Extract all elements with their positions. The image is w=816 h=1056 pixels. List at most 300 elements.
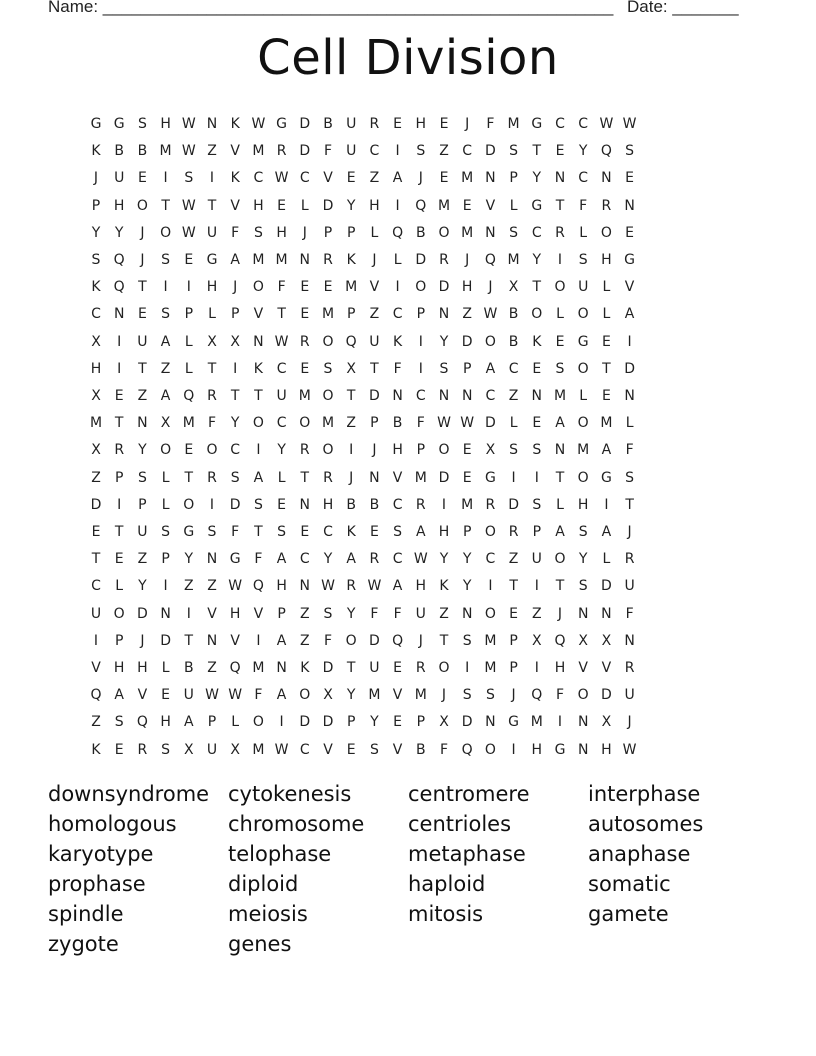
grid-letter: C: [276, 415, 287, 432]
grid-letter: C: [578, 116, 589, 132]
grid-letter: R: [415, 660, 426, 676]
grid-letter: K: [300, 660, 310, 676]
grid-letter: W: [274, 333, 289, 350]
grid-letter: W: [228, 687, 243, 704]
grid-letter: T: [207, 197, 217, 214]
grid-letter: J: [140, 632, 145, 649]
grid-letter: R: [137, 741, 148, 758]
grid-letter: U: [415, 605, 426, 622]
grid-letter: D: [438, 469, 450, 486]
grid-letter: O: [322, 333, 334, 350]
grid-letter: C: [392, 306, 403, 323]
grid-letter: U: [369, 333, 380, 350]
grid-letter: G: [508, 714, 520, 731]
grid-letter: I: [488, 578, 493, 595]
grid-letter: A: [114, 687, 124, 704]
grid-letter: A: [416, 524, 426, 540]
grid-letter: Y: [184, 551, 194, 568]
grid-letter: N: [485, 170, 496, 187]
grid-letter: A: [230, 252, 240, 268]
grid-letter: U: [276, 388, 287, 404]
grid-letter: F: [393, 605, 402, 622]
grid-letter: W: [622, 116, 637, 132]
grid-letter: X: [508, 279, 519, 296]
grid-letter: T: [439, 632, 449, 649]
grid-letter: Z: [532, 605, 542, 622]
grid-letter: S: [625, 469, 635, 486]
grid-letter: Y: [578, 551, 588, 568]
grid-letter: C: [462, 143, 473, 160]
grid-letter: I: [534, 469, 539, 486]
grid-letter: R: [207, 469, 217, 486]
grid-letter: Y: [230, 415, 240, 432]
grid-letter: P: [207, 714, 217, 731]
grid-letter: I: [256, 632, 261, 649]
grid-letter: Q: [484, 252, 496, 268]
grid-letter: O: [252, 714, 264, 731]
grid-letter: D: [369, 388, 380, 404]
grid-letter: R: [555, 224, 565, 241]
grid-letter: R: [299, 333, 310, 350]
grid-letter: H: [160, 116, 171, 132]
grid-letter: O: [577, 415, 589, 432]
grid-letter: I: [256, 442, 261, 459]
grid-letter: G: [484, 469, 496, 486]
grid-letter: D: [601, 687, 612, 704]
grid-letter: E: [439, 116, 449, 132]
grid-letter: X: [184, 741, 194, 758]
grid-letter: G: [229, 551, 241, 568]
grid-letter: B: [369, 496, 380, 513]
grid-letter: D: [485, 415, 496, 432]
grid-letter: P: [509, 660, 518, 676]
word-bank-item: cytokenesis: [228, 782, 352, 806]
word-bank-item: centromere: [408, 782, 530, 806]
grid-letter: M: [321, 306, 335, 323]
grid-letter: A: [276, 687, 287, 704]
grid-letter: C: [299, 170, 310, 187]
grid-letter: T: [114, 524, 124, 540]
grid-letter: K: [91, 143, 101, 160]
grid-letter: Y: [91, 224, 101, 241]
grid-letter: N: [137, 415, 148, 432]
grid-letter: E: [137, 170, 147, 187]
grid-letter: Q: [113, 252, 125, 268]
grid-letter: A: [160, 388, 171, 404]
grid-letter: I: [163, 279, 168, 296]
grid-letter: N: [531, 388, 543, 404]
grid-letter: N: [113, 306, 125, 323]
grid-letter: L: [184, 360, 193, 377]
grid-letter: V: [230, 197, 240, 214]
grid-letter: P: [509, 632, 518, 649]
grid-letter: O: [438, 442, 450, 459]
grid-letter: I: [627, 333, 632, 350]
grid-letter: M: [461, 170, 474, 187]
grid-letter: U: [624, 687, 635, 704]
grid-letter: X: [91, 388, 101, 404]
grid-letter: Z: [91, 469, 101, 486]
grid-letter: S: [161, 306, 171, 323]
grid-letter: T: [300, 469, 310, 486]
grid-letter: F: [323, 143, 333, 160]
grid-letter: N: [438, 306, 450, 323]
grid-letter: L: [602, 551, 611, 568]
grid-letter: X: [230, 333, 240, 350]
grid-letter: S: [625, 143, 635, 160]
grid-letter: W: [181, 116, 196, 132]
grid-letter: E: [277, 197, 287, 214]
grid-letter: P: [323, 224, 333, 241]
grid-letter: U: [369, 660, 380, 676]
grid-letter: W: [181, 224, 196, 241]
grid-letter: O: [415, 279, 427, 296]
grid-letter: S: [509, 442, 519, 459]
grid-letter: A: [555, 415, 565, 432]
grid-letter: E: [184, 252, 194, 268]
grid-letter: D: [461, 714, 473, 731]
grid-letter: F: [486, 116, 495, 132]
grid-letter: B: [415, 741, 426, 758]
grid-letter: A: [184, 714, 194, 731]
grid-letter: T: [230, 388, 240, 404]
grid-letter: O: [183, 496, 195, 513]
grid-letter: O: [577, 687, 589, 704]
grid-letter: K: [346, 524, 356, 540]
grid-letter: E: [91, 524, 101, 540]
grid-letter: T: [602, 360, 611, 377]
grid-letter: S: [393, 524, 403, 540]
grid-letter: J: [557, 605, 563, 622]
grid-letter: J: [93, 170, 99, 187]
grid-letter: S: [323, 605, 333, 622]
grid-letter: L: [509, 197, 518, 214]
grid-letter: C: [91, 578, 101, 595]
grid-letter: U: [137, 524, 148, 540]
grid-letter: W: [622, 741, 637, 758]
grid-letter: A: [276, 632, 287, 649]
grid-letter: N: [577, 714, 589, 731]
grid-letter: R: [323, 469, 333, 486]
grid-letter: S: [207, 524, 217, 540]
grid-letter: N: [485, 714, 496, 731]
grid-letter: F: [323, 632, 333, 649]
grid-letter: M: [577, 442, 590, 459]
grid-letter: Y: [114, 224, 124, 241]
grid-letter: L: [161, 660, 170, 676]
grid-letter: V: [230, 143, 240, 160]
grid-letter: U: [578, 279, 589, 296]
grid-letter: T: [346, 388, 356, 404]
grid-letter: Q: [252, 578, 264, 595]
grid-letter: O: [322, 388, 334, 404]
grid-letter: E: [114, 551, 124, 568]
grid-letter: O: [252, 415, 264, 432]
grid-letter: H: [206, 279, 218, 296]
grid-letter: H: [276, 224, 287, 241]
grid-letter: J: [511, 687, 516, 704]
grid-letter: L: [509, 415, 518, 432]
grid-letter: S: [555, 360, 565, 377]
grid-letter: Z: [369, 306, 380, 323]
grid-letter: O: [299, 415, 311, 432]
grid-letter: P: [346, 224, 356, 241]
grid-letter: E: [393, 660, 403, 676]
grid-letter: D: [322, 197, 334, 214]
grid-letter: Z: [207, 143, 217, 160]
grid-letter: D: [601, 578, 612, 595]
grid-letter: S: [578, 578, 588, 595]
grid-letter: S: [161, 741, 171, 758]
grid-letter: Y: [138, 578, 147, 595]
grid-letter: E: [161, 687, 171, 704]
grid-letter: O: [554, 279, 566, 296]
grid-letter: W: [181, 197, 196, 214]
grid-letter: I: [117, 360, 122, 377]
grid-letter: W: [321, 578, 335, 595]
grid-letter: R: [624, 660, 635, 676]
grid-letter: W: [205, 687, 219, 704]
grid-letter: Y: [578, 143, 588, 160]
grid-letter: W: [251, 116, 266, 132]
grid-letter: A: [392, 578, 403, 595]
grid-letter: N: [253, 333, 264, 350]
grid-letter: I: [163, 578, 168, 595]
grid-letter: C: [91, 306, 101, 323]
grid-letter: C: [578, 170, 589, 187]
grid-letter: H: [601, 741, 612, 758]
word-bank-item: telophase: [228, 842, 332, 866]
grid-letter: N: [299, 252, 311, 268]
grid-letter: S: [578, 252, 588, 268]
grid-letter: C: [276, 360, 287, 377]
grid-letter: E: [601, 388, 611, 404]
word-bank-item: gamete: [588, 902, 669, 926]
grid-letter: J: [488, 279, 493, 296]
grid-letter: S: [91, 252, 101, 268]
grid-letter: C: [323, 524, 333, 540]
grid-letter: V: [323, 741, 333, 758]
grid-letter: B: [183, 660, 194, 676]
grid-letter: T: [254, 524, 263, 540]
grid-letter: P: [91, 197, 101, 214]
grid-letter: E: [462, 469, 472, 486]
grid-letter: N: [624, 197, 635, 214]
grid-letter: O: [322, 442, 334, 459]
grid-letter: Z: [160, 360, 171, 377]
grid-letter: G: [554, 741, 566, 758]
grid-letter: U: [206, 224, 218, 241]
grid-letter: F: [625, 442, 634, 459]
grid-letter: N: [601, 170, 612, 187]
grid-letter: D: [508, 496, 519, 513]
grid-letter: H: [113, 660, 125, 676]
grid-letter: Y: [277, 442, 286, 459]
grid-letter: H: [461, 279, 473, 296]
grid-letter: M: [437, 197, 451, 214]
grid-letter: H: [229, 605, 241, 622]
grid-letter: S: [532, 496, 542, 513]
grid-letter: P: [184, 306, 194, 323]
grid-letter: M: [89, 415, 103, 432]
grid-letter: Z: [207, 578, 217, 595]
grid-letter: Q: [392, 224, 404, 241]
grid-letter: Y: [346, 197, 356, 214]
grid-letter: N: [577, 605, 589, 622]
grid-letter: S: [253, 224, 263, 241]
grid-letter: M: [507, 252, 520, 268]
grid-letter: T: [207, 360, 217, 377]
grid-letter: E: [393, 116, 403, 132]
grid-letter: L: [300, 197, 309, 214]
grid-letter: M: [321, 415, 335, 432]
grid-letter: Q: [183, 388, 195, 404]
grid-letter: C: [230, 442, 241, 459]
grid-letter: V: [392, 741, 403, 758]
grid-letter: D: [624, 360, 635, 377]
grid-letter: N: [438, 388, 450, 404]
grid-letter: B: [137, 143, 148, 160]
grid-letter: V: [392, 687, 403, 704]
grid-letter: S: [114, 714, 124, 731]
grid-letter: Q: [229, 660, 241, 676]
word-bank-item: zygote: [48, 932, 119, 956]
grid-letter: A: [555, 524, 565, 540]
grid-letter: J: [465, 252, 470, 268]
grid-letter: F: [231, 224, 240, 241]
grid-letter: D: [461, 333, 473, 350]
grid-letter: R: [601, 197, 612, 214]
grid-letter: I: [186, 605, 191, 622]
grid-letter: G: [113, 116, 125, 132]
grid-letter: O: [438, 224, 450, 241]
grid-letter: Z: [91, 714, 101, 731]
grid-letter: I: [557, 714, 563, 731]
grid-letter: R: [323, 252, 333, 268]
grid-letter: L: [556, 306, 564, 323]
grid-letter: F: [370, 605, 379, 622]
grid-letter: F: [579, 197, 588, 214]
grid-letter: D: [299, 714, 311, 731]
grid-letter: X: [346, 360, 356, 377]
grid-letter: M: [252, 143, 265, 160]
grid-letter: P: [509, 170, 518, 187]
grid-letter: P: [114, 469, 124, 486]
grid-letter: H: [415, 116, 427, 132]
grid-letter: Y: [439, 333, 449, 350]
grid-letter: N: [206, 116, 218, 132]
grid-letter: O: [577, 360, 589, 377]
grid-letter: W: [599, 116, 614, 132]
grid-letter: T: [184, 469, 194, 486]
grid-letter: N: [276, 660, 287, 676]
grid-letter: L: [579, 224, 588, 241]
grid-letter: S: [184, 170, 194, 187]
grid-letter: Q: [113, 279, 125, 296]
grid-letter: X: [485, 442, 496, 459]
grid-letter: C: [369, 143, 380, 160]
grid-letter: D: [369, 632, 380, 649]
grid-letter: S: [230, 469, 240, 486]
grid-letter: P: [532, 524, 542, 540]
grid-letter: M: [275, 252, 288, 268]
grid-letter: X: [578, 632, 588, 649]
grid-letter: N: [461, 388, 473, 404]
grid-letter: E: [555, 143, 565, 160]
grid-letter: A: [601, 524, 612, 540]
grid-letter: V: [207, 605, 217, 622]
grid-letter: O: [531, 306, 543, 323]
grid-letter: K: [230, 116, 240, 132]
grid-letter: T: [91, 551, 101, 568]
grid-letter: S: [532, 442, 542, 459]
grid-letter: U: [90, 605, 102, 622]
grid-letter: Q: [392, 632, 404, 649]
grid-letter: N: [392, 388, 403, 404]
grid-letter: X: [160, 415, 171, 432]
grid-letter: M: [461, 224, 474, 241]
grid-letter: E: [462, 442, 472, 459]
grid-letter: E: [300, 306, 310, 323]
grid-letter: M: [368, 687, 381, 704]
grid-letter: H: [554, 660, 566, 676]
grid-letter: X: [601, 714, 612, 731]
word-bank-item: spindle: [48, 902, 124, 926]
grid-letter: A: [624, 306, 635, 323]
word-bank-item: centrioles: [408, 812, 512, 836]
grid-letter: H: [253, 197, 264, 214]
grid-letter: N: [299, 496, 311, 513]
grid-letter: T: [114, 415, 124, 432]
grid-letter: R: [276, 143, 287, 160]
grid-letter: T: [532, 279, 542, 296]
grid-letter: S: [509, 143, 519, 160]
grid-letter: H: [322, 496, 334, 513]
grid-letter: Q: [415, 197, 427, 214]
grid-letter: Y: [462, 578, 472, 595]
grid-letter: I: [511, 469, 516, 486]
word-bank-item: meiosis: [228, 902, 308, 926]
grid-letter: H: [137, 660, 148, 676]
grid-letter: V: [91, 660, 101, 676]
grid-letter: I: [349, 442, 354, 459]
grid-letter: A: [392, 170, 403, 187]
grid-letter: L: [393, 252, 402, 268]
grid-letter: B: [114, 143, 124, 160]
grid-letter: Q: [600, 143, 612, 160]
grid-letter: Z: [184, 578, 194, 595]
grid-letter: U: [183, 687, 194, 704]
grid-letter: M: [159, 143, 172, 160]
grid-letter: E: [277, 496, 287, 513]
grid-letter: E: [114, 388, 124, 404]
grid-letter: N: [461, 605, 473, 622]
grid-letter: T: [555, 469, 565, 486]
grid-letter: I: [209, 170, 215, 187]
grid-letter: J: [349, 469, 354, 486]
grid-letter: D: [299, 116, 311, 132]
grid-letter: Y: [532, 252, 542, 268]
word-bank-item: interphase: [588, 782, 701, 806]
grid-letter: P: [114, 632, 124, 649]
grid-letter: T: [346, 660, 356, 676]
grid-letter: E: [625, 224, 635, 241]
grid-letter: I: [395, 143, 400, 160]
grid-letter: X: [91, 333, 101, 350]
grid-letter: E: [137, 306, 147, 323]
grid-letter: N: [206, 551, 218, 568]
grid-letter: S: [161, 524, 171, 540]
